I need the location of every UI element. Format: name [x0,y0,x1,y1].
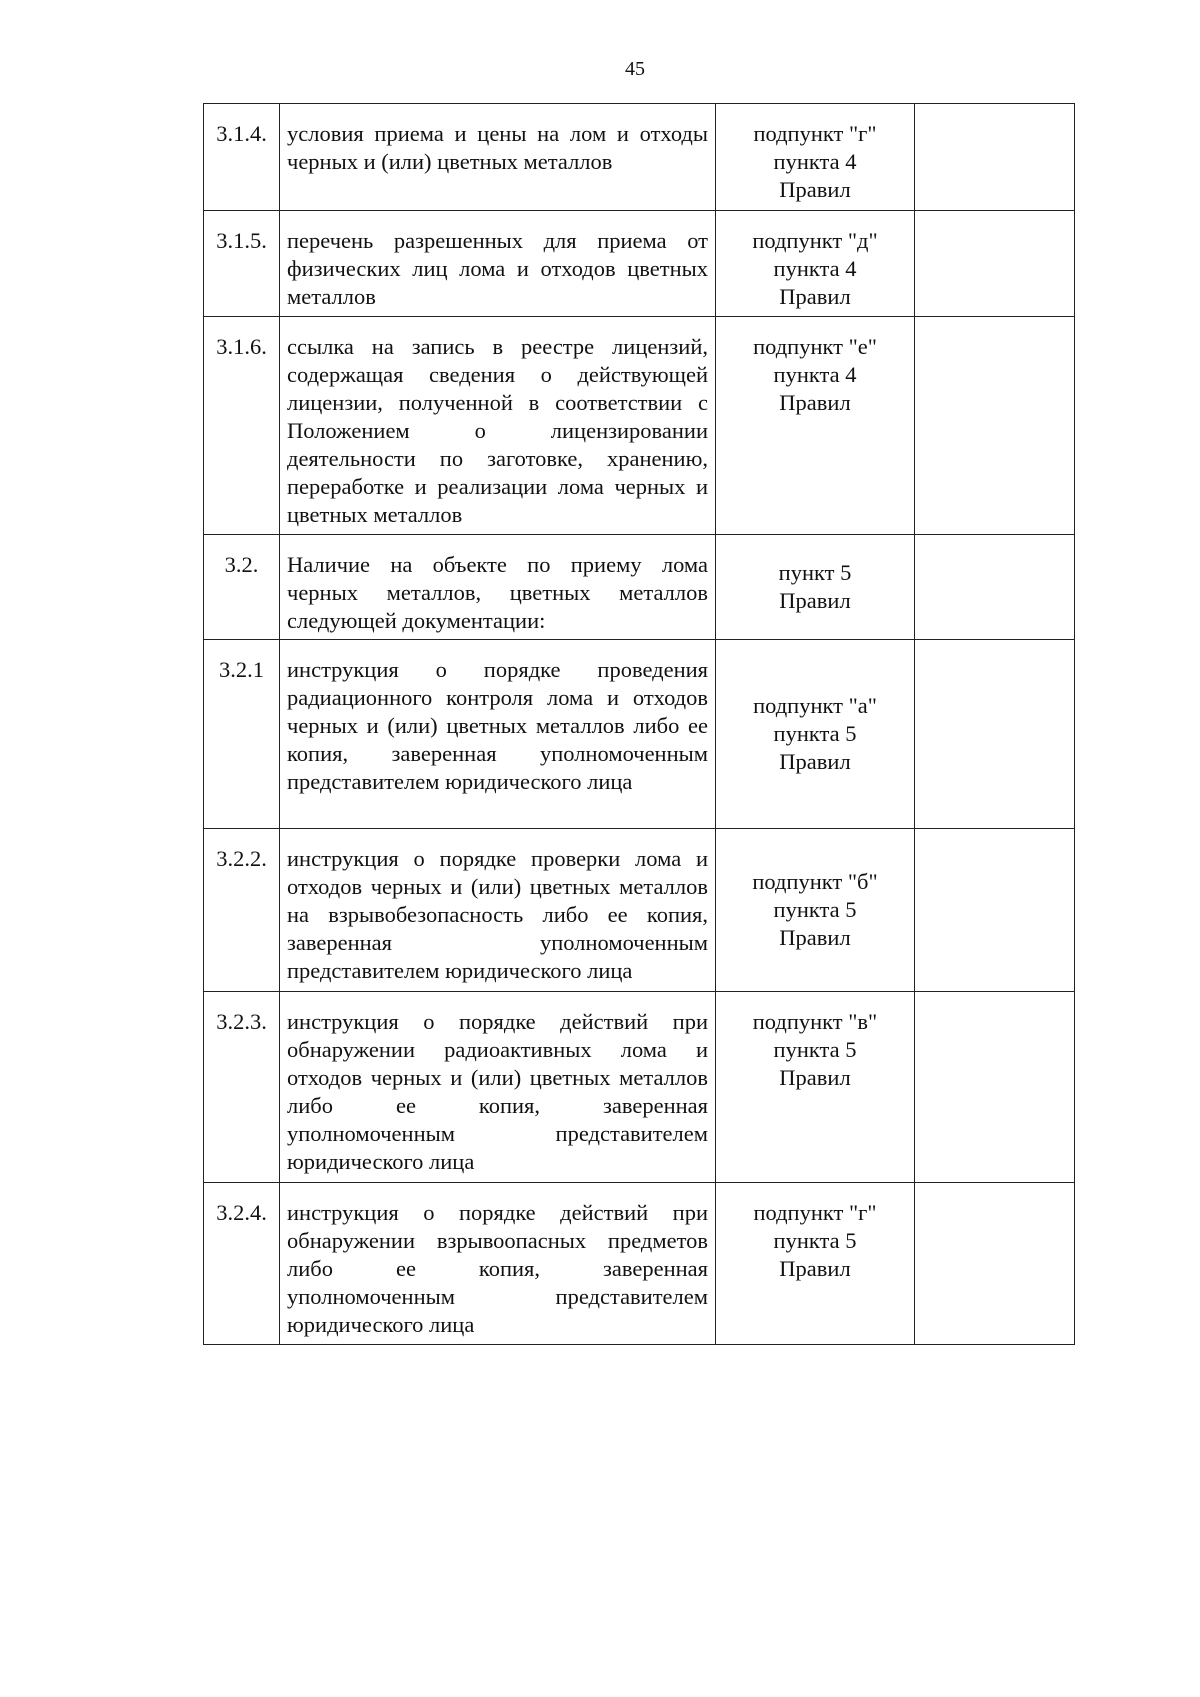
reference-line: Правил [779,588,851,613]
reference-line: Правил [779,749,851,774]
reference-line: пункт 5 [778,560,852,585]
row-number: 3.2.2. [204,829,280,992]
page-number: 45 [625,58,645,80]
row-text: инструкция о порядке проведения радиационного контроля лома и отходов черных и (или) цветных металлов либо ее копия, заверенная уполномоченным представителем юридического лица [280,640,716,829]
row-number: 3.1.6. [204,317,280,535]
reference-line: пункта 4 [773,362,857,387]
row-empty-cell [915,317,1075,535]
row-number: 3.1.5. [204,211,280,317]
row-empty-cell [915,211,1075,317]
row-text: инструкция о порядке действий при обнаружении взрывоопасных предметов либо ее копия, заверенная уполномоченным представителем юридического лица [280,1183,716,1345]
row-number: 3.2. [204,535,280,640]
reference-line: подпункт "а" [753,693,877,718]
row-empty-cell [915,1183,1075,1345]
row-reference [716,1183,915,1345]
table-row [204,640,1075,829]
row-reference [716,211,915,317]
reference-line: подпункт "е" [753,334,877,359]
table-row [204,829,1075,992]
reference-line: подпункт "г" [753,1200,877,1225]
reference-line: подпункт "б" [752,869,878,894]
row-text: условия приема и цены на лом и отходы черных и (или) цветных металлов [280,104,716,211]
reference-line: пункта 5 [773,1228,857,1253]
table-row [204,535,1075,640]
reference-line: пункта 5 [773,721,857,746]
row-text: инструкция о порядке проверки лома и отходов черных и (или) цветных металлов на взрывобезопасность либо ее копия, заверенная уполномоченным представителем юридического лица [280,829,716,992]
row-empty-cell [915,829,1075,992]
reference-line: подпункт "в" [752,1009,878,1034]
reference-line: пункта 5 [773,1037,857,1062]
reference-line: Правил [779,390,851,415]
row-number: 3.1.4. [204,104,280,211]
row-text: ссылка на запись в реестре лицензий, содержащая сведения о действующей лицензии, полученной в соответствии с Положением о лицензировании деятельности по заготовке, хранению, переработке и реализации лома черных и цветных металлов [280,317,716,535]
reference-line: пункта 4 [773,149,857,174]
row-reference [716,640,915,829]
row-reference [716,829,915,992]
reference-line: Правил [779,284,851,309]
reference-line: пункта 4 [773,256,857,281]
requirements-table [203,103,1075,1345]
table-row [204,104,1075,211]
row-empty-cell [915,104,1075,211]
row-number: 3.2.3. [204,992,280,1183]
table-row [204,992,1075,1183]
row-text: перечень разрешенных для приема от физических лиц лома и отходов цветных металлов [280,211,716,317]
row-text: инструкция о порядке действий при обнаружении радиоактивных лома и отходов черных и (или) цветных металлов либо ее копия, заверенная уполномоченным представителем юридического лица [280,992,716,1183]
reference-line: подпункт "д" [752,228,878,253]
reference-line: подпункт "г" [753,121,877,146]
reference-line: Правил [779,1065,851,1090]
row-empty-cell [915,640,1075,829]
row-reference [716,992,915,1183]
row-number: 3.2.1 [204,640,280,829]
reference-line: Правил [779,1256,851,1281]
row-reference [716,317,915,535]
table-row [204,211,1075,317]
reference-line: Правил [779,925,851,950]
row-empty-cell [915,992,1075,1183]
row-number: 3.2.4. [204,1183,280,1345]
row-empty-cell [915,535,1075,640]
table-row [204,317,1075,535]
row-reference [716,104,915,211]
reference-line: пункта 5 [773,897,857,922]
row-text: Наличие на объекте по приему лома черных металлов, цветных металлов следующей документации: [280,535,716,640]
row-reference [716,535,915,640]
reference-line: Правил [779,177,851,202]
table-row [204,1183,1075,1345]
